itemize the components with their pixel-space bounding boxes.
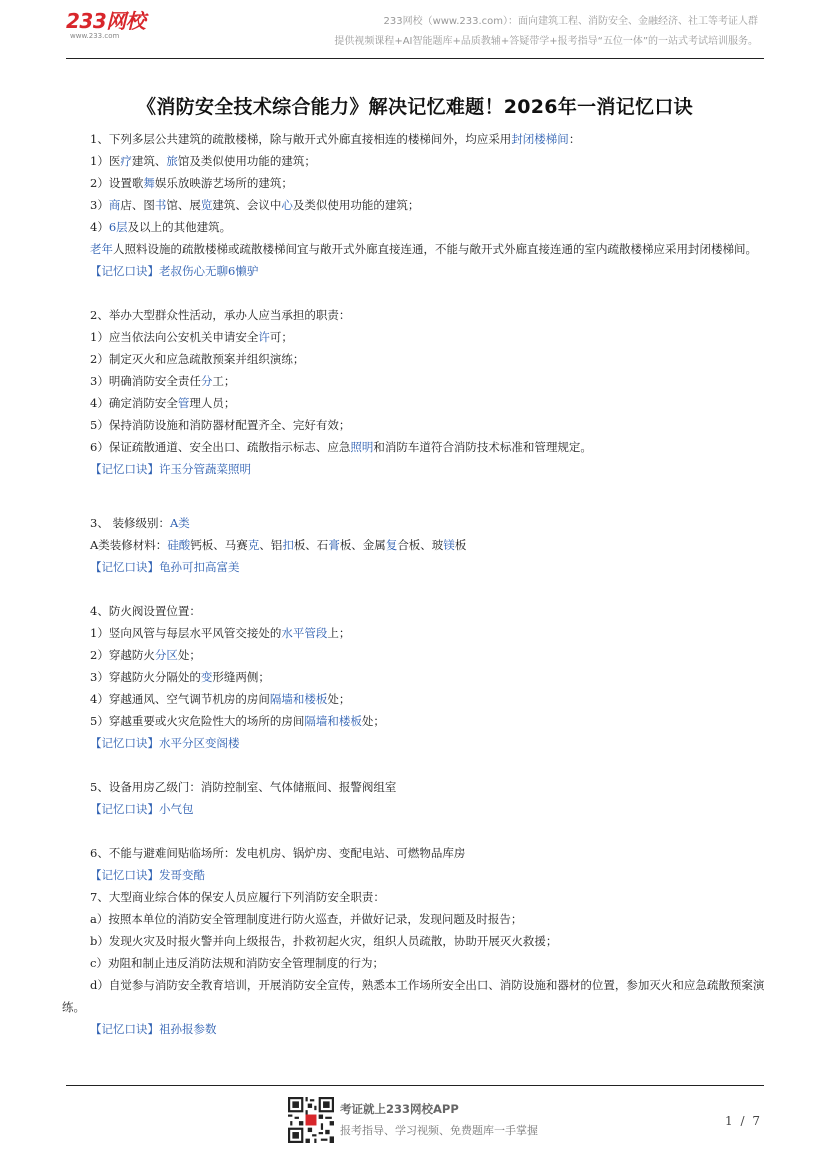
text-span: 3）明确消防安全责任 (90, 374, 201, 388)
highlight-text: 硅酸 (167, 538, 191, 552)
highlight-text: 封闭楼梯间 (511, 132, 569, 146)
text-span: 4） (90, 220, 109, 234)
text-span: 人照料设施的疏散楼梯或疏散楼梯间宜与敞开式外廊直接连通，不能与敞开式外廊直接连通的室内疏散楼梯应采用封闭楼梯间。 (113, 242, 757, 256)
text-span: 4）穿越通风、空气调节机房的房间 (90, 692, 270, 706)
text-span: c）劝阻和制止违反消防法规和消防安全管理制度的行为； (90, 956, 384, 970)
text-span: 5）保持消防设施和消防器材配置齐全、完好有效； (90, 418, 351, 432)
header-divider (66, 58, 764, 59)
text-span: 和消防车道符合消防技术标准和管理规定。 (373, 440, 592, 454)
text-span: 1）竖向风管与每层水平风管交接处的 (90, 626, 282, 640)
highlight-text: 旅 (166, 154, 178, 168)
page-header (0, 0, 830, 60)
text-line (62, 688, 772, 710)
text-line (62, 512, 772, 534)
highlight-text: 复 (385, 538, 398, 552)
memory-mnemonic: 【记忆口诀】龟孙可扣高富美 (90, 560, 240, 574)
text-span: A类装修材料： (90, 538, 168, 552)
text-line (62, 128, 772, 150)
highlight-text: 商 (108, 198, 121, 212)
text-span: 7、大型商业综合体的保安人员应履行下列消防安全职责： (90, 890, 385, 904)
memory-mnemonic: 【记忆口诀】老叔伤心无聊6懒驴 (90, 264, 259, 278)
blank-line (62, 820, 772, 842)
text-span: 6、不能与避难间贴临场所：发电机房、锅炉房、变配电站、可燃物品库房 (90, 846, 466, 860)
memory-mnemonic: 【记忆口诀】祖孙报参数 (90, 1022, 217, 1036)
document-body (62, 128, 772, 1040)
highlight-text: 管 (177, 396, 190, 410)
qr-code-icon (288, 1097, 334, 1143)
highlight-text: 6层 (108, 220, 128, 234)
footer-divider (66, 1085, 764, 1086)
text-span: 馆、展 (166, 198, 201, 212)
text-span: 店、图 (120, 198, 155, 212)
text-span: 板、石 (293, 538, 329, 552)
logo (66, 10, 145, 41)
text-line (62, 622, 772, 644)
text-line (62, 710, 772, 732)
text-span: 板、金属 (339, 538, 386, 552)
highlight-text: 扣 (282, 538, 294, 552)
text-line (62, 600, 772, 622)
text-span: 1）医 (90, 154, 121, 168)
memory-mnemonic: 【记忆口诀】许玉分管蔬菜照明 (90, 462, 251, 476)
highlight-text: 隔墙和楼板 (269, 692, 328, 706)
text-span: 5）穿越重要或火灾危险性大的场所的房间 (90, 714, 305, 728)
text-span: d）自觉参与消防安全教育培训，开展消防安全宣传，熟悉本工作场所安全出口、消防设施和器材的位置，参加灭火和应急疏散预案演练。 (62, 978, 765, 1014)
text-span: 4）确定消防安全 (90, 396, 178, 410)
memory-mnemonic: 【记忆口诀】小气包 (90, 802, 194, 816)
header-tagline (334, 12, 758, 52)
text-span: 板 (454, 538, 467, 552)
highlight-text: 老年 (90, 242, 113, 256)
text-line (62, 886, 772, 908)
text-span: 、铝 (259, 538, 283, 552)
text-span: 5、设备用房乙级门：消防控制室、气体储瓶间、报警阀组室 (90, 780, 397, 794)
highlight-text: 书 (154, 198, 167, 212)
text-span: 合板、玻 (397, 538, 444, 552)
text-span: 2）穿越防火 (90, 648, 155, 662)
text-line (62, 436, 772, 458)
text-span: 可； (269, 330, 293, 344)
text-span: 1）应当依法向公安机关申请安全 (90, 330, 259, 344)
text-span: 1、下列多层公共建筑的疏散楼梯，除与敞开式外廊直接相连的楼梯间外，均应采用 (90, 132, 512, 146)
blank-line (62, 282, 772, 304)
text-span: 处； (327, 692, 351, 706)
text-span: 形缝两侧； (212, 670, 270, 684)
page-title: 《消防安全技术综合能力》解决记忆难题！2026年一消记忆口诀 (137, 96, 693, 118)
highlight-text: 膏 (328, 538, 340, 552)
memory-mnemonic: 【记忆口诀】发哥变酷 (90, 868, 205, 882)
highlight-text: 览 (200, 198, 213, 212)
text-line (62, 172, 772, 194)
memory-mnemonic: 【记忆口诀】水平分区变阁楼 (90, 736, 240, 750)
text-line (62, 348, 772, 370)
text-span: 建筑、会议中 (212, 198, 282, 212)
text-span: ： (568, 132, 581, 146)
highlight-text: 水平管段 (281, 626, 328, 640)
text-span: 馆及类似使用功能的建筑； (177, 154, 316, 168)
highlight-text: 照明 (350, 440, 374, 454)
highlight-text: 分 (200, 374, 213, 388)
text-line (62, 908, 772, 930)
blank-line (62, 754, 772, 776)
text-line (62, 974, 772, 1018)
text-span: 6）保证疏散通道、安全出口、疏散指示标志、应急 (90, 440, 351, 454)
text-span: 娱乐放映游艺场所的建筑； (154, 176, 293, 190)
logo-text: 233网校 (66, 9, 146, 33)
text-line (62, 326, 772, 348)
highlight-text: A类 (169, 516, 190, 530)
text-line (62, 930, 772, 952)
text-line (62, 304, 772, 326)
text-line (62, 414, 772, 436)
highlight-text: 舞 (143, 176, 155, 190)
highlight-text: 分区 (154, 648, 178, 662)
text-line (62, 534, 772, 556)
text-line (62, 952, 772, 974)
text-span: b）发现火灾及时报火警并向上级报告，扑救初起火灾，组织人员疏散，协助开展灭火救援； (90, 934, 558, 948)
text-line (62, 150, 772, 172)
text-line (62, 842, 772, 864)
text-span: 处； (177, 648, 201, 662)
app-promo-title: 考证就上233网校APP (340, 1102, 459, 1116)
text-span: 3）穿越防火分隔处的 (90, 670, 201, 684)
text-span: 及类似使用功能的建筑； (292, 198, 420, 212)
text-span: 钙板、马赛 (190, 538, 248, 552)
app-promo-subtitle: 报考指导、学习视频、免费题库一手掌握 (340, 1124, 538, 1137)
text-line (62, 644, 772, 666)
text-line (62, 392, 772, 414)
text-span: 及以上的其他建筑。 (127, 220, 232, 234)
text-span: 处； (361, 714, 385, 728)
logo-sub: www.233.com (70, 32, 120, 40)
highlight-text: 变 (200, 670, 213, 684)
highlight-text: 许 (258, 330, 270, 344)
text-span: 2、举办大型群众性活动，承办人应当承担的职责： (90, 308, 351, 322)
text-span: 4、防火阀设置位置： (90, 604, 201, 618)
highlight-text: 疗 (120, 154, 132, 168)
text-span: 2）设置歌 (90, 176, 144, 190)
blank-line (62, 578, 772, 600)
text-span: 工； (212, 374, 236, 388)
text-line (62, 194, 772, 216)
highlight-text: 心 (281, 198, 293, 212)
text-span: 上； (327, 626, 351, 640)
text-line (62, 666, 772, 688)
text-span: 建筑、 (131, 154, 167, 168)
text-line (62, 370, 772, 392)
highlight-text: 镁 (443, 538, 455, 552)
text-span: 理人员； (189, 396, 236, 410)
tagline-line-2: 提供视频课程+AI智能题库+品质教辅+答疑带学+报考指导“五位一体”的一站式考试培训服务。 (334, 36, 758, 47)
page-number: 1 / 7 (725, 1114, 762, 1128)
text-line (62, 238, 772, 260)
text-line (62, 776, 772, 798)
text-span: a）按照本单位的消防安全管理制度进行防火巡查，并做好记录，发现问题及时报告； (90, 912, 523, 926)
highlight-text: 隔墙和楼板 (304, 714, 362, 728)
text-span: 3） (90, 198, 109, 212)
text-line (62, 216, 772, 238)
tagline-line-1: 233网校（www.233.com）：面向建筑工程、消防安全、金融经济、社工等考证人群 (383, 16, 758, 27)
blank-line (62, 480, 772, 512)
text-span: 2）制定灭火和应急疏散预案并组织演练； (90, 352, 305, 366)
highlight-text: 克 (247, 538, 260, 552)
text-span: 3、 装修级别： (90, 516, 170, 530)
